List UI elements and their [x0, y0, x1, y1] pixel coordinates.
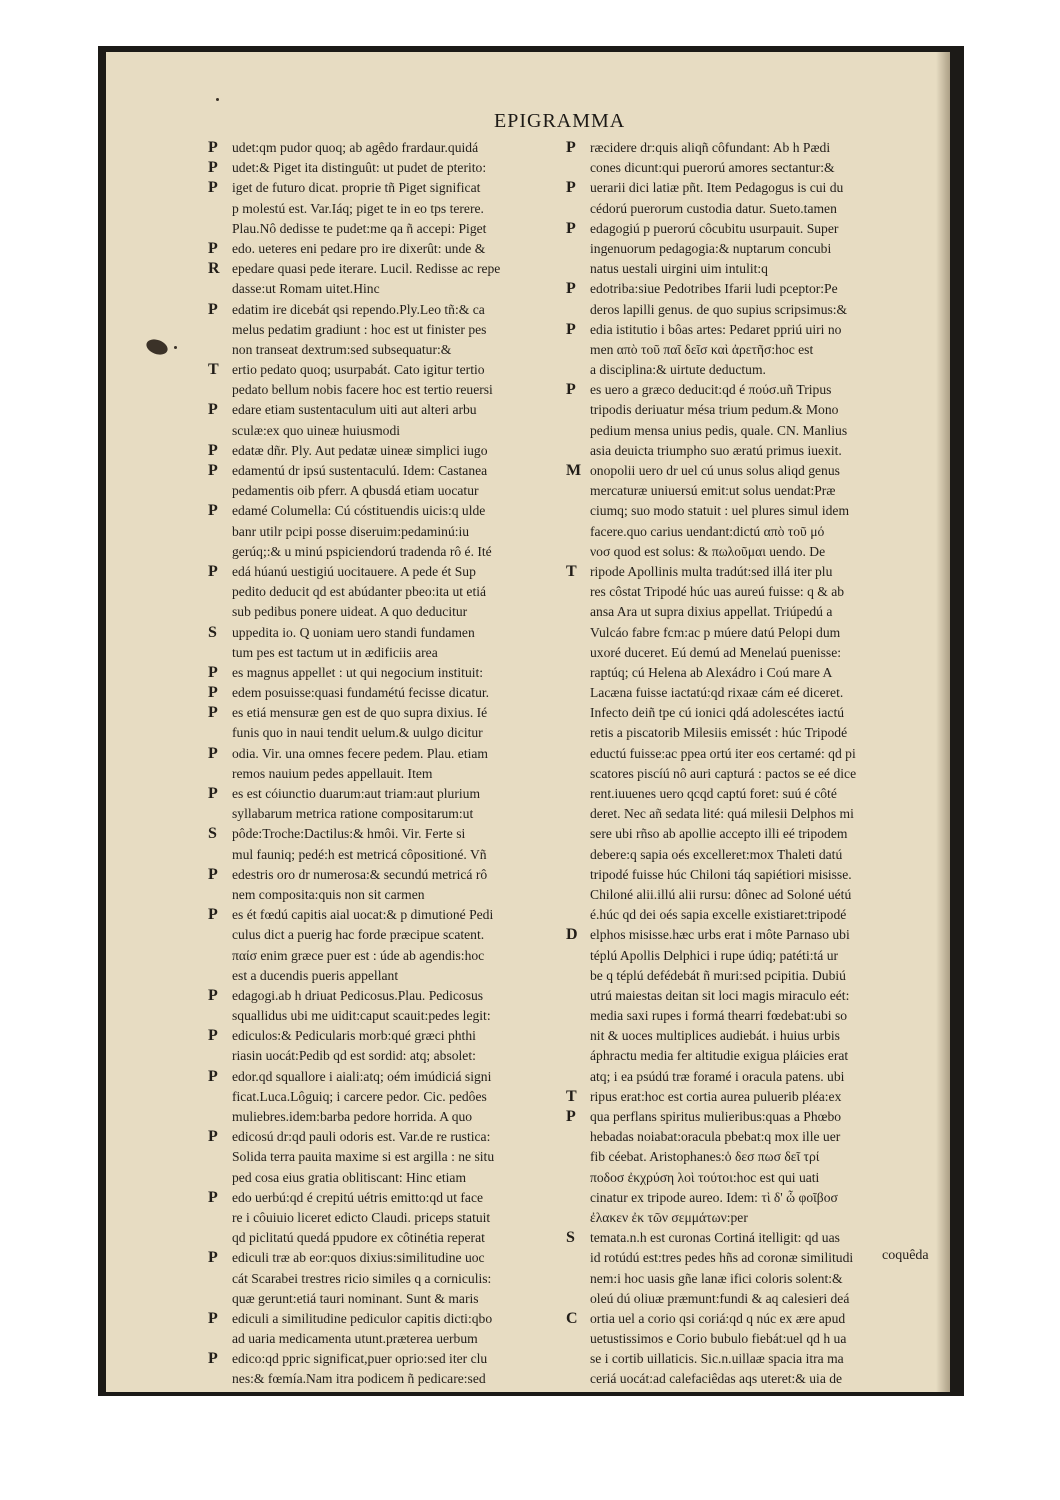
text-line	[566, 1127, 944, 1147]
line-text: edem posuisse:quasi fundamétú fecisse dicatur.	[232, 685, 490, 701]
line-text: pedato bellum nobis facere hoc est tertio reuersi	[232, 382, 493, 398]
line-text: banr utilr pcipi posse diseruim:pedaminú:iu	[232, 523, 470, 539]
line-text: ἐλακεν ἐκ τῶν σεμμάτων:per	[590, 1209, 748, 1225]
line-text: tripodis deriuatur mésa trium pedum.& Mono	[590, 402, 839, 418]
initial-letter: P	[208, 441, 218, 459]
text-line	[566, 643, 944, 663]
line-text: a disciplina:& uirtute deductum.	[590, 362, 766, 378]
line-text: mercaturæ uniuersú emit:ut solus uendat:Præ	[590, 483, 836, 499]
text-line	[208, 885, 566, 905]
text-line	[208, 784, 566, 804]
line-text: ripode Apollinis multa tradút:sed illá iter plu	[590, 563, 833, 579]
text-line	[566, 885, 944, 905]
text-line	[566, 1269, 944, 1289]
line-text: cédorú puerorum custodia datur. Sueto.tamen	[590, 200, 837, 216]
text-line	[208, 1349, 566, 1369]
line-text: scatores piscíú nô auri capturá : pactos se eé dice	[590, 765, 857, 781]
line-text: pôde:Troche:Dactilus:& hmôi. Vir. Ferte si	[232, 826, 466, 842]
line-text: se i cortib uillaticis. Sic.n.uillaæ spacia itra ma	[590, 1351, 844, 1367]
line-text: Solida terra pauita maxime si est argilla : ne situ	[232, 1149, 495, 1165]
line-text: raptúq; cú Helena ab Alexádro i Coú mare A	[590, 664, 833, 680]
text-line	[208, 663, 566, 683]
text-line	[208, 239, 566, 259]
line-text: sere ubi rñso ab apollie accepto illi eé tripodem	[590, 826, 848, 842]
text-line	[208, 723, 566, 743]
initial-letter: P	[208, 906, 218, 924]
initial-letter: S	[566, 1229, 575, 1247]
ink-speck	[174, 346, 177, 349]
text-line	[566, 1208, 944, 1228]
initial-letter: P	[208, 785, 218, 802]
line-text: fib céebat. Aristophanes:ὁ δεσ πωσ δεῖ τρί	[590, 1149, 820, 1165]
text-line	[208, 320, 566, 340]
line-text: nit & uoces multiplices audiebát. i huius urbis	[590, 1028, 840, 1044]
line-text: edagogi.ab h driuat Pedicosus.Plau. Pedicosus	[232, 987, 484, 1003]
text-line	[566, 300, 944, 320]
text-line	[208, 178, 566, 198]
line-text: edotriba:siue Pedotribes Ifarii ludi pceptor:Pe	[590, 281, 838, 297]
line-text: es magnus appellet : ut qui negocium instituit:	[232, 664, 484, 680]
line-text: re i côuiuio liceret edicto Claudi. priceps statuit	[232, 1209, 491, 1225]
line-text: uxoré duceret. Eú demú ad Menelaú puenisse:	[590, 644, 842, 660]
text-line	[566, 1087, 944, 1107]
line-text: sculæ:ex quo uineæ huiusmodi	[232, 422, 401, 438]
ink-speck	[216, 98, 219, 101]
text-line	[566, 1067, 944, 1087]
initial-letter: T	[566, 562, 577, 580]
text-line	[566, 582, 944, 602]
text-line	[566, 178, 944, 198]
line-text: uetustissimos e Corio bubulo fiebát:uel qd h ua	[590, 1331, 847, 1347]
text-line	[208, 300, 566, 320]
line-text: ped cosa eius gratia oblitiscant: Hinc etiam	[232, 1169, 467, 1185]
line-text: media saxi rupes i formá thearri fœdebat:ubi so	[590, 1008, 848, 1024]
line-text: utrú maiestas deitan sit loci magis miraculo eét:	[590, 987, 850, 1003]
line-text: nes:& fœmía.Nam itra podicem ñ pedicare:sed	[232, 1371, 486, 1387]
text-line	[208, 400, 566, 420]
initial-letter: P	[566, 381, 576, 399]
text-line	[566, 946, 944, 966]
line-text: edatæ dñr. Ply. Aut pedatæ uineæ simplici iugo	[232, 442, 488, 458]
line-text: oleú dú oliuæ præmunt:fundi & aq calesieri deá	[590, 1290, 850, 1306]
initial-letter: P	[208, 1309, 218, 1327]
line-text: pedium mensa unius pedis, quale. CN. Manlius	[590, 422, 848, 438]
text-line	[566, 602, 944, 622]
text-line	[566, 663, 944, 683]
text-line	[208, 643, 566, 663]
text-line	[566, 1309, 944, 1329]
line-text: νοσ quod est solus: & πωλοῦμαι uendo. De	[590, 543, 826, 559]
text-line	[208, 1026, 566, 1046]
line-text: edo uerbú:qd é crepitú uétris emitto:qd ut face	[232, 1189, 484, 1205]
initial-letter: P	[566, 179, 576, 197]
text-line	[208, 421, 566, 441]
text-line	[208, 1269, 566, 1289]
text-line	[566, 845, 944, 865]
line-text: elphos misisse.hæc urbs erat i môte Parnaso ubi	[590, 927, 850, 943]
line-text: edico:qd ppric significat,puer oprio:sed iter clu	[232, 1351, 488, 1367]
text-line	[208, 1309, 566, 1329]
text-line	[566, 279, 944, 299]
initial-letter: P	[208, 663, 218, 681]
line-text: áphractu media fer altitudie exigua pláicies erat	[590, 1048, 849, 1064]
text-line	[208, 1067, 566, 1087]
left-column	[208, 138, 566, 1390]
text-line	[566, 744, 944, 764]
text-line	[566, 441, 944, 461]
line-text: riasin uocát:Pedib qd est sordid: atq; absolet:	[232, 1048, 476, 1064]
text-line	[208, 804, 566, 824]
text-line	[208, 1248, 566, 1268]
text-line	[208, 542, 566, 562]
initial-letter: P	[208, 704, 218, 722]
text-line	[566, 340, 944, 360]
text-line	[566, 1168, 944, 1188]
line-text: pedamentis oib pferr. A qbusdá etiam uocatur	[232, 483, 479, 499]
line-text: tum pes est tactum ut in ædificiis area	[232, 644, 438, 660]
text-line	[566, 1349, 944, 1369]
line-text: παίσ enim græce puer est : úde ab agendis:hoc	[232, 947, 485, 963]
initial-letter: P	[566, 320, 576, 338]
text-line	[566, 764, 944, 784]
text-line	[566, 1147, 944, 1167]
line-text: pedito deducit qd est abúdanter pbeo:ita ut etiá	[232, 584, 487, 600]
text-line	[566, 481, 944, 501]
initial-letter: P	[208, 139, 218, 156]
text-line	[208, 219, 566, 239]
line-text: epedare quasi pede iterare. Lucil. Redisse ac repe	[232, 261, 501, 277]
line-text: dasse:ut Romam uitet.Hinc	[232, 281, 380, 297]
line-text: culus dict a puerig hac forde præcipue scatent.	[232, 927, 485, 943]
text-line	[566, 259, 944, 279]
text-line	[566, 1046, 944, 1066]
line-text: id rotúdú est:tres pedes hñs ad coronæ similitudi	[590, 1250, 854, 1266]
text-line	[566, 925, 944, 945]
line-text: edestris oro dr numerosa:& secundú metricá rô	[232, 866, 488, 882]
text-line	[208, 1087, 566, 1107]
line-text: onopolii uero dr uel cú unus solus aliqd genus	[590, 463, 840, 478]
text-line	[566, 421, 944, 441]
text-line	[566, 360, 944, 380]
line-text: men απὸ τοῦ παῖ δεῖσ καὶ ἀρετῆσ:hoc est	[590, 341, 814, 357]
initial-letter: P	[566, 139, 576, 156]
text-line	[208, 582, 566, 602]
line-text: Infecto deiñ tpe cú ionici qdá adolescétes iactú	[590, 705, 845, 721]
text-line	[208, 1127, 566, 1147]
text-line	[566, 522, 944, 542]
line-text: ceriá uocát:ad calefaciêdas aqs uteret:& uia de	[590, 1371, 843, 1387]
line-text: non transeat dextrum:sed subsequatur:&	[232, 341, 452, 357]
text-line	[208, 845, 566, 865]
line-text: atq; i ea psúdú træ foramé i oracula patens. ubi	[590, 1068, 845, 1084]
line-text: tripodé fuisse húc Chiloni táq sapiétiori misisse.	[590, 866, 852, 882]
initial-letter: P	[208, 1350, 218, 1368]
line-text: Chiloné alii.illú alii rursu: dônec ad Soloné uétú	[590, 886, 852, 902]
initial-letter: P	[208, 1067, 218, 1085]
text-line	[566, 703, 944, 723]
initial-letter: P	[208, 1188, 218, 1206]
text-line	[566, 501, 944, 521]
line-text: nem composita:quis non sit carmen	[232, 886, 425, 902]
text-line	[208, 865, 566, 885]
line-text: é.húc qd dei oés sapia excelle existiaret:tripodé	[590, 907, 847, 923]
line-text: est a ducendis pueris appellant	[232, 967, 399, 983]
initial-letter: P	[208, 562, 218, 580]
line-text: es ét fœdú capitis aial uocat:& p dimutioné Pedi	[232, 907, 494, 923]
text-line	[208, 905, 566, 925]
text-line	[566, 1329, 944, 1349]
text-line	[566, 239, 944, 259]
line-text: nem:i hoc uasis gñe lanæ ifici coloris solent:&	[590, 1270, 843, 1286]
line-text: retis a piscatorib Milesiis emissét : húc Tripodé	[590, 725, 848, 741]
text-line	[208, 1147, 566, 1167]
line-text: p molestú est. Var.Iáq; piget te in eo tps terere.	[232, 200, 484, 216]
text-line	[566, 865, 944, 885]
line-text: edia istitutio i bôas artes: Pedaret ppriú uiri no	[590, 321, 842, 337]
text-line	[208, 1208, 566, 1228]
text-line	[208, 623, 566, 643]
line-text: ripus erat:hoc est cortia aurea puluerib pléa:ex	[590, 1088, 842, 1104]
initial-letter: D	[566, 926, 578, 944]
line-text: uppedita io. Q uoniam uero standi fundamen	[232, 624, 475, 640]
text-line	[208, 986, 566, 1006]
line-text: Plau.Nô dedisse te pudet:me qa ñ accepi: Piget	[232, 220, 487, 236]
initial-letter: C	[566, 1309, 578, 1327]
text-line	[208, 824, 566, 844]
line-text: res côstat Tripodé húc uas aureú fuisse: q & ab	[590, 584, 845, 600]
initial-letter: M	[566, 462, 582, 479]
text-line	[566, 784, 944, 804]
initial-letter: S	[208, 825, 217, 843]
initial-letter: S	[208, 623, 217, 641]
text-line	[208, 461, 566, 481]
text-line	[566, 158, 944, 178]
text-line	[566, 986, 944, 1006]
line-text: deret. Nec añ sedata lité: quá milesii Delphos mi	[590, 806, 854, 822]
line-text: ediculi a similitudine pediculor capitis dicti:qbo	[232, 1310, 493, 1326]
line-text: gerúq;:& u minú pspiciendorú tradenda rô é. Ité	[232, 543, 492, 559]
text-line	[208, 199, 566, 219]
line-text: edagogiú p puerorú côcubitu usurpauit. Super	[590, 220, 839, 236]
line-text: cát Scarabei trestres ricio similes q a corniculis:	[232, 1270, 492, 1286]
text-line	[566, 1369, 944, 1389]
line-text: deros lapilli genus. de quo supius scripsimus:&	[590, 301, 848, 317]
text-line	[566, 1228, 944, 1248]
text-line	[208, 562, 566, 582]
line-text: rent.iuuenes uero qcqd captú foret: suú é côté	[590, 786, 837, 801]
line-text: melus pedatim gradiunt : hoc est ut finister pes	[232, 321, 487, 337]
text-line	[208, 481, 566, 501]
text-line	[566, 966, 944, 986]
line-text: quæ gerunt:etiá tauri nominant. Sunt & maris	[232, 1290, 479, 1306]
initial-letter: P	[208, 744, 218, 762]
initial-letter: P	[208, 239, 218, 257]
line-text: cinatur ex tripode aureo. Idem: τὶ δ' ὦ φοῖβοσ	[590, 1189, 838, 1205]
text-line	[566, 723, 944, 743]
line-text: ficat.Luca.Lôguiq; i carcere pedor. Cic. pedôes	[232, 1088, 487, 1104]
line-text: iget de futuro dicat. proprie tñ Piget significat	[232, 180, 481, 196]
text-line	[566, 562, 944, 582]
text-line	[208, 1188, 566, 1208]
line-text: ansa Ara ut supra dixius appellat. Triúpedú a	[590, 604, 833, 620]
line-text: es uero a græco deducit:qd é πούσ.uñ Tripus	[590, 382, 832, 398]
line-text: temata.n.h est curonas Cortiná itelligit: qd uas	[590, 1230, 840, 1246]
line-text: ποδοσ ἐκχρύση λοὶ τούτοι:hoc est qui uati	[590, 1169, 820, 1185]
text-line	[566, 461, 944, 481]
text-line	[208, 602, 566, 622]
text-line	[566, 138, 944, 158]
line-text: Lacæna fuisse iactatú:qd rixaæ cám eé diceret.	[590, 685, 844, 701]
initial-letter: P	[208, 986, 218, 1004]
line-text: syllabarum metrica ratione compositarum:ut	[232, 806, 474, 822]
line-text: hebadas noiabat:oracula pbebat:q mox ille uer	[590, 1129, 841, 1145]
text-line	[208, 683, 566, 703]
text-line	[566, 683, 944, 703]
initial-letter: P	[208, 1128, 218, 1146]
text-line	[208, 1228, 566, 1248]
text-line	[566, 824, 944, 844]
initial-letter: P	[566, 1108, 576, 1125]
line-text: edare etiam sustentaculum uiti aut alteri arbu	[232, 402, 477, 418]
line-text: ad uaria medicamenta utunt.præterea uerbum	[232, 1331, 478, 1347]
text-line	[208, 966, 566, 986]
initial-letter: T	[208, 361, 219, 379]
initial-letter: P	[208, 1027, 218, 1045]
initial-letter: P	[208, 179, 218, 197]
book-page	[106, 52, 950, 1392]
initial-letter: R	[208, 260, 220, 278]
text-line	[208, 138, 566, 158]
text-line	[208, 946, 566, 966]
text-line	[566, 804, 944, 824]
text-line	[566, 380, 944, 400]
text-line	[566, 199, 944, 219]
text-line	[208, 340, 566, 360]
line-text: edá húanú uestigiú uocitauere. A pede ét Sup	[232, 563, 476, 579]
text-line	[566, 219, 944, 239]
text-line	[208, 703, 566, 723]
line-text: qua perflans spiritus mulieribus:quas a Phœbo	[590, 1109, 842, 1124]
line-text: edor.qd squallore i aiali:atq; oém imúdiciá signi	[232, 1068, 492, 1084]
text-line	[566, 1188, 944, 1208]
line-text: Vulcáo fabre fcm:ac p múere datú Pelopi dum	[590, 624, 841, 640]
text-line	[208, 1329, 566, 1349]
text-line	[208, 925, 566, 945]
text-line	[208, 1046, 566, 1066]
line-text: ediculos:& Pedicularis morb:qué græci phthi	[232, 1028, 476, 1044]
line-text: udet:& Piget ita distinguût: ut pudet de pterito:	[232, 160, 487, 176]
text-line	[208, 158, 566, 178]
text-line	[566, 542, 944, 562]
line-text: téplú Apollis Delphici i rupe údiq; patéti:tá ur	[590, 947, 839, 963]
text-line	[208, 1369, 566, 1389]
initial-letter: P	[208, 462, 218, 479]
line-text: cones dicunt:qui puerorú amores sectantur:&	[590, 160, 835, 176]
line-text: edo. ueteres eni pedare pro ire dixerût: unde &	[232, 240, 486, 256]
initial-letter: P	[566, 219, 576, 237]
initial-letter: P	[208, 865, 218, 883]
line-text: natus uestali uirgini uim intulit:q	[590, 261, 768, 277]
text-line	[208, 259, 566, 279]
line-text: sub pedibus ponere uideat. A quo deducitur	[232, 604, 468, 620]
text-line	[208, 501, 566, 521]
line-text: edamé Columella: Cú cóstituendis uicis:q ulde	[232, 503, 486, 519]
line-text: edamentú dr ipsú sustentaculú. Idem: Castanea	[232, 463, 488, 478]
line-text: udet:qm pudor quoq; ab agêdo frardaur.quidá	[232, 140, 479, 155]
line-text: mul fauniq; pedé:h est metricá côpositioné. Vñ	[232, 846, 487, 862]
line-text: facere.quo carius uendant:dictú απὸ τοῦ μό	[590, 523, 825, 539]
text-line	[208, 522, 566, 542]
line-text: edicosú dr:qd pauli odoris est. Var.de re rustica:	[232, 1129, 491, 1145]
line-text: ortia uel a corio qsi coriá:qd q núc ex ære apud	[590, 1310, 846, 1326]
initial-letter: P	[208, 300, 218, 318]
text-line	[208, 744, 566, 764]
text-line	[208, 441, 566, 461]
line-text: funis quo in naui tendit uelum.& uulgo dicitur	[232, 725, 483, 741]
line-text: ediculi træ ab eor:quos dixius:similitudine uoc	[232, 1250, 485, 1266]
catchword: coquêda	[882, 1248, 929, 1263]
line-text: debere:q sapia oés excelleret:mox Thaleti datú	[590, 846, 843, 862]
text-line	[208, 1168, 566, 1188]
line-text: qd piclitatú quedá ppudore ex côtinétia reperat	[232, 1230, 485, 1246]
initial-letter: P	[208, 159, 218, 177]
text-line	[566, 400, 944, 420]
text-line	[566, 1107, 944, 1127]
line-text: uerarii dici latiæ pñt. Item Pedagogus is cui du	[590, 180, 844, 196]
text-line	[208, 380, 566, 400]
text-line	[208, 1006, 566, 1026]
text-line	[566, 320, 944, 340]
text-line	[208, 279, 566, 299]
text-line	[208, 360, 566, 380]
line-text: squallidus ubi me uidit:caput scauit:pedes legit:	[232, 1008, 491, 1024]
line-text: ræcidere dr:quis aliqñ côfundant: Ab h Pædi	[590, 140, 831, 155]
text-line	[566, 1026, 944, 1046]
initial-letter: P	[208, 684, 218, 702]
page-header: EPIGRAMMA	[494, 110, 626, 132]
initial-letter: P	[208, 502, 218, 520]
line-text: ertio pedato quoq; usurpabát. Cato igitur tertio	[232, 362, 485, 378]
line-text: be q téplú defédebát ñ muri:sed pcipitia. Dubiú	[590, 967, 846, 983]
initial-letter: P	[208, 1249, 218, 1267]
line-text: edatim ire dicebát qsi rependo.Ply.Leo tñ:& ca	[232, 301, 485, 317]
ink-blot	[144, 337, 169, 358]
line-text: muliebres.idem:barba pedore horrida. A quo	[232, 1109, 473, 1124]
line-text: odia. Vir. una omnes fecere pedem. Plau. etiam	[232, 745, 488, 761]
text-line	[566, 1289, 944, 1309]
text-line	[566, 905, 944, 925]
right-column	[566, 138, 944, 1390]
text-line	[208, 764, 566, 784]
text-line	[208, 1107, 566, 1127]
line-text: eductú fuisse:ac ppea ortú iter eos certamé: qd pi	[590, 745, 856, 761]
line-text: es etiá mensuræ gen est de quo supra dixius. Ié	[232, 705, 488, 721]
initial-letter: P	[566, 280, 576, 298]
initial-letter: T	[566, 1087, 577, 1105]
initial-letter: P	[208, 401, 218, 419]
line-text: remos nauium pedes appellauit. Item	[232, 765, 433, 781]
line-text: ciumq; suo modo statuit : uel plures simul idem	[590, 503, 850, 519]
line-text: es est cóiunctio duarum:aut triam:aut plurium	[232, 786, 481, 801]
text-line	[566, 1006, 944, 1026]
line-text: asia deuicta triumpho suo æratú primus iuexit.	[590, 442, 842, 458]
text-line	[566, 623, 944, 643]
text-line	[208, 1289, 566, 1309]
line-text: ingenuorum pedagogia:& nuptarum concubi	[590, 240, 832, 256]
